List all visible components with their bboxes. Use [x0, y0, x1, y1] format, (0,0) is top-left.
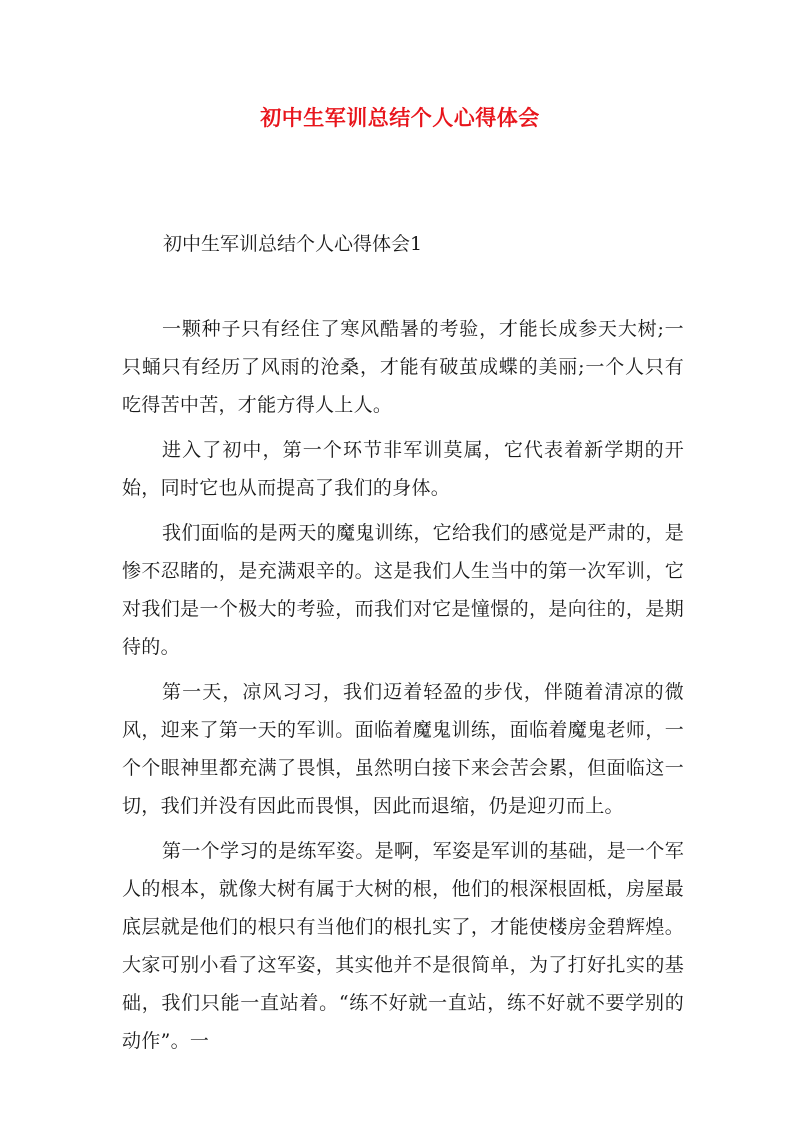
section-subtitle: 初中生军训总结个人心得体会1 [163, 233, 423, 255]
paragraph: 一颗种子只有经住了寒风酷暑的考验，才能长成参天大树;一只蛹只有经历了风雨的沧桑，才能有破茧成蝶的美丽;一个人只有吃得苦中苦，才能方得人上人。 [122, 318, 684, 416]
paragraph: 我们面临的是两天的魔鬼训练，它给我们的感觉是严肃的，是惨不忍睹的，是充满艰辛的。这是我们人生当中的第一次军训，它对我们是一个极大的考验，而我们对它是憧憬的，是向往的，是期待的。 [122, 522, 684, 658]
document-body [122, 310, 684, 1067]
paragraph: 第一个学习的是练军姿。是啊，军姿是军训的基础，是一个军人的根本，就像大树有属于大树的根，他们的根深根固柢，房屋最底层就是他们的根只有当他们的根扎实了，才能使楼房金碧辉煌。大家可别小看了这军姿，其实他并不是很简单，为了打好扎实的基础，我们只能一直站着。“练不好就一直站，练不好就不要学别的动作”。一 [122, 840, 684, 1052]
document-title: 初中生军训总结个人心得体会 [260, 105, 540, 130]
paragraph: 进入了初中，第一个环节非军训莫属，它代表着新学期的开始，同时它也从而提高了我们的身体。 [122, 439, 684, 499]
paragraph: 第一天，凉风习习，我们迈着轻盈的步伐，伴随着清凉的微风，迎来了第一天的军训。面临着魔鬼训练，面临着魔鬼老师，一个个眼神里都充满了畏惧，虽然明白接下来会苦会累，但面临这一切，我们并没有因此而畏惧，因此而退缩，仍是迎刃而上。 [122, 681, 684, 817]
